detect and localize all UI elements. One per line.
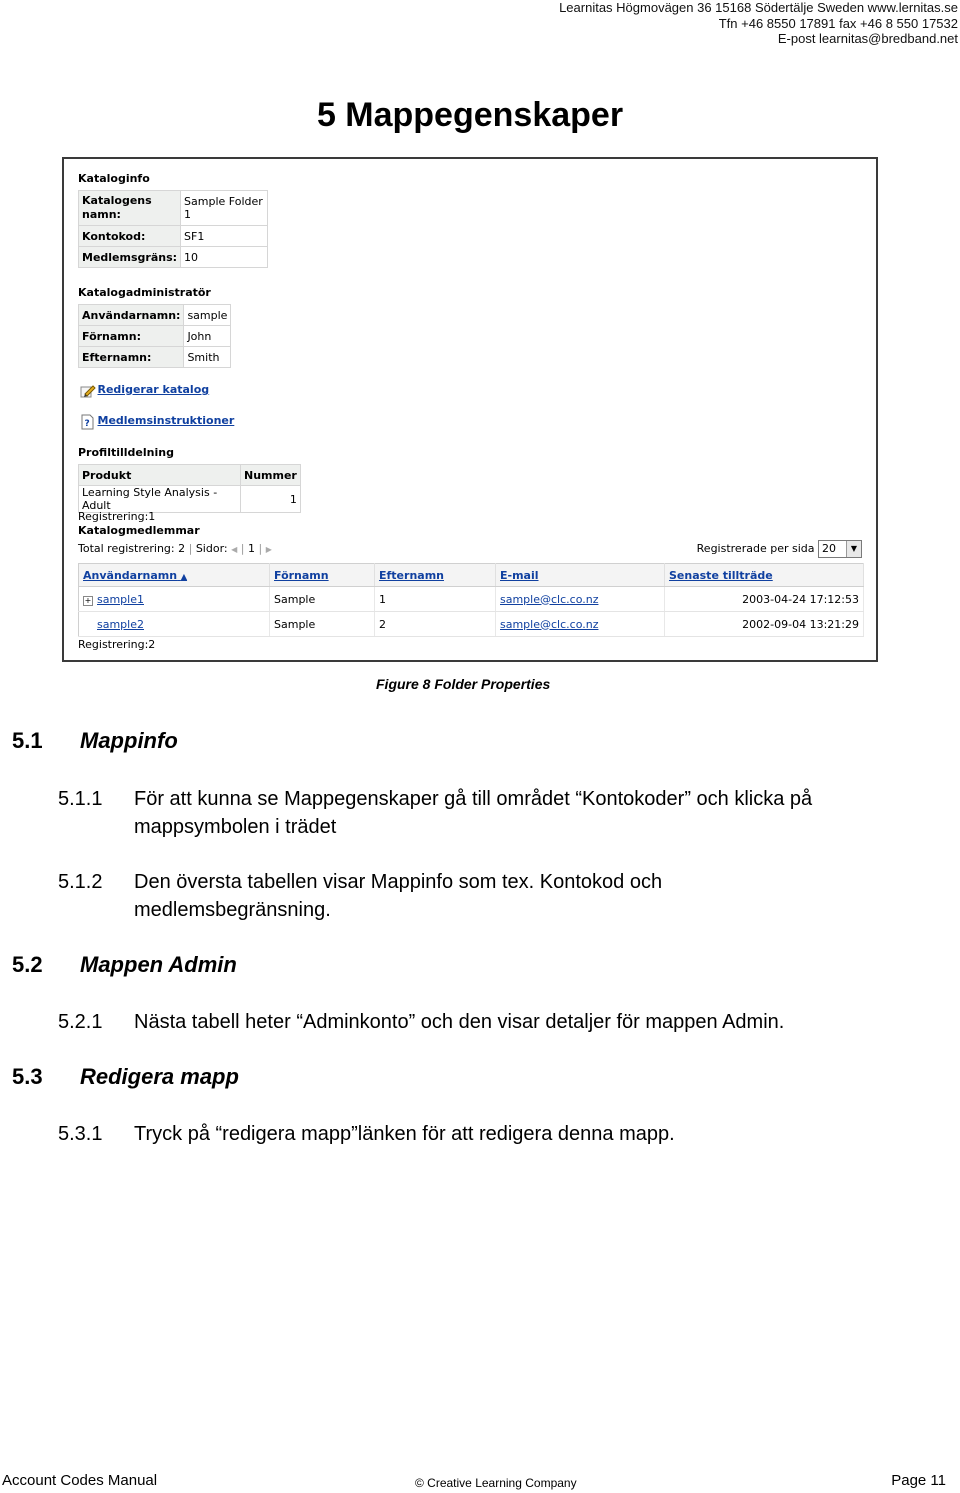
page-title: 5 Mappegenskaper <box>316 96 624 134</box>
footer-page-number: Page 11 <box>891 1472 946 1489</box>
folder-properties-screenshot <box>62 157 878 662</box>
table-row <box>79 587 864 612</box>
profile-heading: Profiltilldelning <box>78 446 174 459</box>
footer-left: Account Codes Manual <box>2 1472 158 1489</box>
profile-registration-count: Registrering:1 <box>78 510 156 523</box>
paragraph-text: Tryck på “redigera mapp”länken för att redigera denna mapp. <box>134 1123 675 1145</box>
member-firstname: Sample <box>270 612 375 637</box>
admin-firstname-value: John <box>184 326 231 347</box>
figure-caption: Figure 8 Folder Properties <box>376 676 551 692</box>
member-username[interactable]: sample2 <box>97 617 144 631</box>
profile-table <box>78 464 301 513</box>
member-lastname: 1 <box>375 587 496 612</box>
member-instructions-link[interactable]: Medlemsinstruktioner <box>97 414 235 427</box>
letterhead-phone: Tfn +46 8550 17891 fax +46 8 550 17532 <box>718 15 958 31</box>
section-heading: 5.2 Mappen Admin <box>12 952 237 977</box>
admin-table <box>78 304 231 368</box>
paragraph-number: 5.1.1 <box>58 788 103 810</box>
member-last-access: 2002-09-04 13:21:29 <box>665 612 864 637</box>
expand-icon[interactable]: + <box>84 595 92 605</box>
per-page-control <box>697 540 862 558</box>
letterhead-address: Learnitas Högmovägen 36 15168 Södertälje Sweden www.lernitas.se <box>559 0 958 15</box>
admin-lastname-value: Smith <box>184 347 231 368</box>
svg-text:?: ? <box>84 419 90 429</box>
sort-up-icon: ▲ <box>180 571 188 581</box>
admin-firstname-key: Förnamn: <box>79 326 184 347</box>
column-firstname[interactable]: Förnamn <box>270 564 375 587</box>
product-cell: Learning Style Analysis - Adult <box>79 486 241 513</box>
member-firstname: Sample <box>270 587 375 612</box>
catalog-name-value: Sample Folder 1 <box>181 191 268 226</box>
paragraph-number: 5.2.1 <box>58 1011 103 1033</box>
edit-catalog-row[interactable] <box>80 383 209 397</box>
pager-next-icon[interactable]: ▶ <box>265 545 272 554</box>
paragraph-text: Nästa tabell heter “Adminkonto” och den visar detaljer för mappen Admin. <box>134 1011 785 1033</box>
pager-total: Total registrering: 2 <box>78 542 186 555</box>
catalog-info-table <box>78 190 268 268</box>
members-pager: Total registrering: 2 | Sidor: ◀ | 1 | ▶ <box>78 542 272 555</box>
letterhead-email: E-post learnitas@bredband.net <box>777 31 958 46</box>
admin-heading: Katalogadministratör <box>78 286 211 299</box>
paragraph-number: 5.1.2 <box>58 871 103 893</box>
members-registration-count: Registrering:2 <box>78 638 156 651</box>
letterhead <box>559 0 958 47</box>
admin-username-value: sample <box>184 305 231 326</box>
members-table <box>78 563 864 637</box>
number-cell: 1 <box>241 486 301 513</box>
number-column-header: Nummer <box>241 465 301 486</box>
members-heading: Katalogmedlemmar <box>78 524 200 537</box>
member-limit-value: 10 <box>181 247 268 268</box>
column-email[interactable]: E-mail <box>496 564 665 587</box>
member-lastname: 2 <box>375 612 496 637</box>
footer-center: © Creative Learning Company <box>415 1476 577 1490</box>
column-lastname[interactable]: Efternamn <box>375 564 496 587</box>
per-page-select[interactable] <box>818 540 862 558</box>
table-row <box>79 612 864 637</box>
paragraph-number: 5.3.1 <box>58 1123 103 1145</box>
help-document-icon <box>80 414 94 428</box>
per-page-value: 20 <box>822 542 836 555</box>
pager-prev-icon[interactable]: ◀ <box>231 545 238 554</box>
column-username[interactable]: Användarnamn ▲ <box>79 564 270 587</box>
admin-username-key: Användarnamn: <box>79 305 184 326</box>
member-last-access: 2003-04-24 17:12:53 <box>665 587 864 612</box>
account-code-value: SF1 <box>181 226 268 247</box>
edit-catalog-link[interactable]: Redigerar katalog <box>97 383 210 396</box>
member-limit-key: Medlemsgräns: <box>79 247 181 268</box>
pencil-icon <box>80 383 94 397</box>
section-heading: 5.3 Redigera mapp <box>12 1064 239 1089</box>
admin-lastname-key: Efternamn: <box>79 347 184 368</box>
member-username[interactable]: sample1 <box>97 592 144 606</box>
pager-current-page[interactable]: 1 <box>248 542 255 555</box>
member-instructions-row[interactable] <box>80 414 234 428</box>
catalog-name-key: Katalogens namn: <box>79 191 181 226</box>
member-email[interactable]: sample@clc.co.nz <box>500 617 599 631</box>
paragraph-text: Den översta tabellen visar Mappinfo som tex. Kontokod och medlemsbegränsning. <box>134 871 663 921</box>
account-code-key: Kontokod: <box>79 226 181 247</box>
paragraph-text: För att kunna se Mappegenskaper gå till området “Kontokoder” och klicka på mappsymbolen i trädet <box>134 788 813 838</box>
per-page-label: Registrerade per sida <box>696 542 815 555</box>
product-column-header: Produkt <box>79 465 241 486</box>
pager-pages-label: Sidor: <box>195 542 228 555</box>
catalog-info-heading: Kataloginfo <box>78 172 150 185</box>
section-heading: 5.1 Mappinfo <box>12 728 178 753</box>
column-last-access[interactable]: Senaste tillträde <box>665 564 864 587</box>
chevron-down-icon: ▼ <box>846 541 861 557</box>
member-email[interactable]: sample@clc.co.nz <box>500 592 599 606</box>
